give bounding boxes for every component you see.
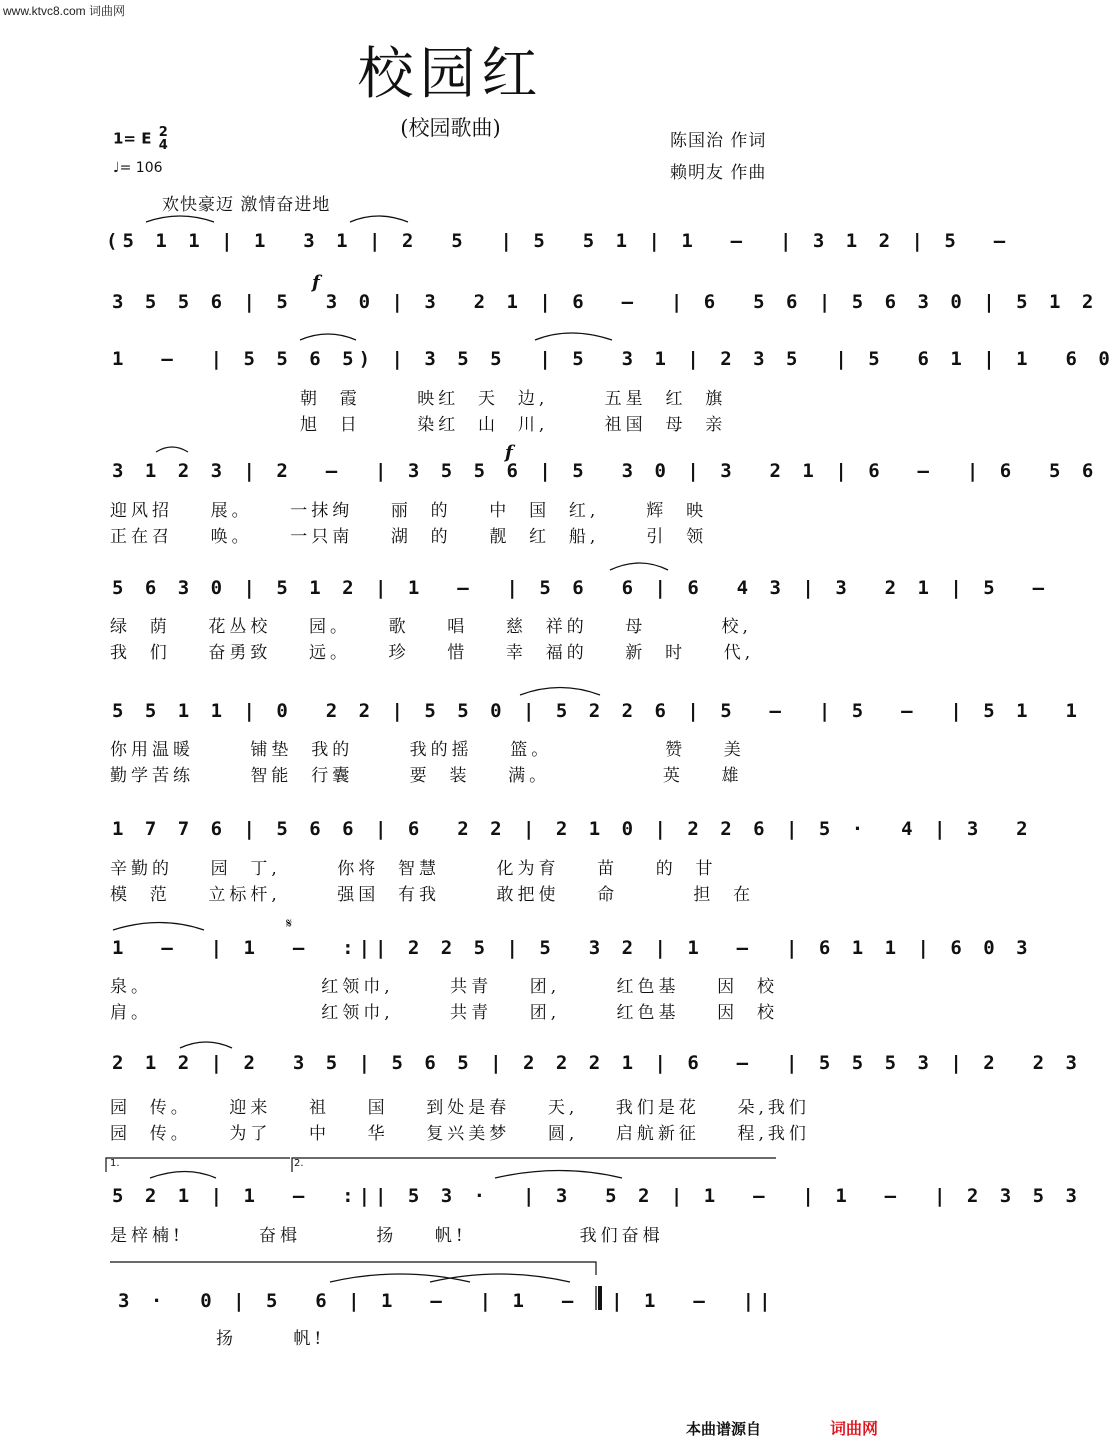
segno-icon: 𝄋 bbox=[286, 916, 293, 932]
lyric-row-6-verse-1: 你用温暖 铺垫 我的 我的摇 篮。 赞 美 bbox=[110, 740, 745, 760]
song-title: 校园红 bbox=[357, 42, 544, 107]
tie bbox=[180, 1042, 232, 1048]
second-ending-label: 2. bbox=[294, 1158, 304, 1169]
lyric-row-6-verse-2: 勤学苦练 智能 行囊 要 装 满。 英 雄 bbox=[110, 766, 743, 786]
lyric-row-5-verse-1: 绿 荫 花丛校 园。 歌 唱 慈 祥的 母 校, bbox=[110, 617, 752, 637]
tie bbox=[146, 216, 214, 222]
lyricist-credit: 陈国治 作词 bbox=[670, 131, 767, 151]
first-ending-label: 1. bbox=[110, 1158, 120, 1169]
score-row-8: 1 – | 1 – :|| 2 2 5 | 5 3 2 | 1 – | 6 1 1 | 6 0 3 bbox=[112, 937, 1033, 959]
key-text: 1= E bbox=[113, 129, 152, 148]
tie bbox=[350, 216, 408, 222]
tie bbox=[430, 1274, 570, 1282]
second-ending-bracket bbox=[292, 1158, 776, 1172]
score-row-1: (5 1 1 | 1 3 1 | 2 5 | 5 5 1 | 1 – | 3 1 2 | 5 – bbox=[106, 230, 1011, 252]
lyric-row-8-verse-1: 泉。 红领巾, 共青 团, 红色基 因 校 bbox=[110, 977, 778, 997]
score-row-7: 1 7 7 6 | 5 6 6 | 6 2 2 | 2 1 0 | 2 2 6 | 5 · 4 | 3 2 bbox=[112, 818, 1033, 840]
score-row-10: 5 2 1 | 1 – :|| 5 3 · | 3 5 2 | 1 – | 1 – | 2 3 5 3 bbox=[112, 1185, 1082, 1207]
quarter-note-icon: ♩ bbox=[113, 160, 120, 176]
tie bbox=[610, 563, 668, 570]
tie bbox=[113, 923, 204, 931]
first-ending-bracket bbox=[106, 1158, 290, 1172]
lyric-row-11: 扬 帆! bbox=[216, 1329, 326, 1349]
footer-source: 本曲谱源自 bbox=[686, 1420, 762, 1438]
score-row-6: 5 5 1 1 | 0 2 2 | 5 5 0 | 5 2 2 6 | 5 – | 5 – | 5 1 1 bbox=[112, 700, 1082, 722]
lyric-row-10: 是梓楠! 奋楫 扬 帆! 我们奋楫 bbox=[110, 1226, 664, 1246]
tie bbox=[150, 1172, 216, 1179]
score-row-11: 3 · 0 | 5 6 | 1 – | 1 – | 1 – || bbox=[118, 1290, 776, 1312]
score-row-2: 3 5 5 6 | 5 3 0 | 3 2 1 | 6 – | 6 5 6 | 5 6 3 0 | 5 1 2 bbox=[112, 291, 1099, 313]
score-row-4: 3 1 2 3 | 2 – | 3 5 5 6 | 5 3 0 | 3 2 1 | 6 – | 6 5 6 bbox=[112, 460, 1099, 482]
tempo-value: = 106 bbox=[119, 160, 163, 176]
time-top: 2 bbox=[158, 125, 168, 140]
score-row-3: 1 – | 5 5 6 5) | 3 5 5 | 5 3 1 | 2 3 5 | 5 6 1 | 1 6 0 bbox=[112, 348, 1115, 370]
song-subtitle: (校园歌曲) bbox=[400, 116, 501, 140]
lyric-row-3-verse-2: 旭 日 染红 山 川, 祖国 母 亲 bbox=[300, 415, 727, 435]
lyric-row-3-verse-1: 朝 霞 映红 天 边, 五星 红 旗 bbox=[300, 389, 727, 409]
score-row-5: 5 6 3 0 | 5 1 2 | 1 – | 5 6 6 | 6 4 3 | 3 2 1 | 5 – bbox=[112, 577, 1050, 599]
tie bbox=[156, 447, 188, 452]
tie bbox=[300, 334, 356, 340]
lyric-row-4-verse-2: 正在召 唤。 一只南 湖 的 靓 红 船, 引 领 bbox=[110, 527, 708, 547]
composer-credit: 赖明友 作曲 bbox=[670, 163, 767, 183]
dynamic-mark-2: f bbox=[505, 442, 513, 463]
tie bbox=[535, 333, 612, 340]
dynamic-mark: f bbox=[312, 272, 320, 293]
lyric-row-5-verse-2: 我 们 奋勇致 远。 珍 惜 幸 福的 新 时 代, bbox=[110, 643, 755, 663]
site-url[interactable]: www.ktvc8.com 词曲网 bbox=[3, 4, 126, 18]
lyric-row-7-verse-2: 模 范 立标杆, 强国 有我 敢把使 命 担 在 bbox=[110, 885, 755, 905]
time-bottom: 4 bbox=[158, 138, 168, 153]
lyric-row-9-verse-2: 园 传。 为了 中 华 复兴美梦 圆, 启航新征 程,我们 bbox=[110, 1124, 810, 1144]
expression-mark: 欢快豪迈 激情奋进地 bbox=[162, 195, 331, 215]
footer-brand-link[interactable]: 词曲网 bbox=[830, 1419, 879, 1438]
lyric-row-8-verse-2: 肩。 红领巾, 共青 团, 红色基 因 校 bbox=[110, 1003, 778, 1023]
tie bbox=[520, 688, 600, 696]
lyric-row-9-verse-1: 园 传。 迎来 祖 国 到处是春 天, 我们是花 朵,我们 bbox=[110, 1098, 810, 1118]
lyric-row-4-verse-1: 迎风招 展。 一抹绚 丽 的 中 国 红, 辉 映 bbox=[110, 501, 708, 521]
lyric-row-7-verse-1: 辛勤的 园 丁, 你将 智慧 化为育 苗 的 甘 bbox=[110, 859, 717, 879]
final-line-bracket bbox=[110, 1262, 596, 1275]
score-row-9: 2 1 2 | 2 3 5 | 5 6 5 | 2 2 2 1 | 6 – | 5 5 5 3 | 2 2 3 bbox=[112, 1052, 1082, 1074]
tie bbox=[495, 1171, 622, 1179]
